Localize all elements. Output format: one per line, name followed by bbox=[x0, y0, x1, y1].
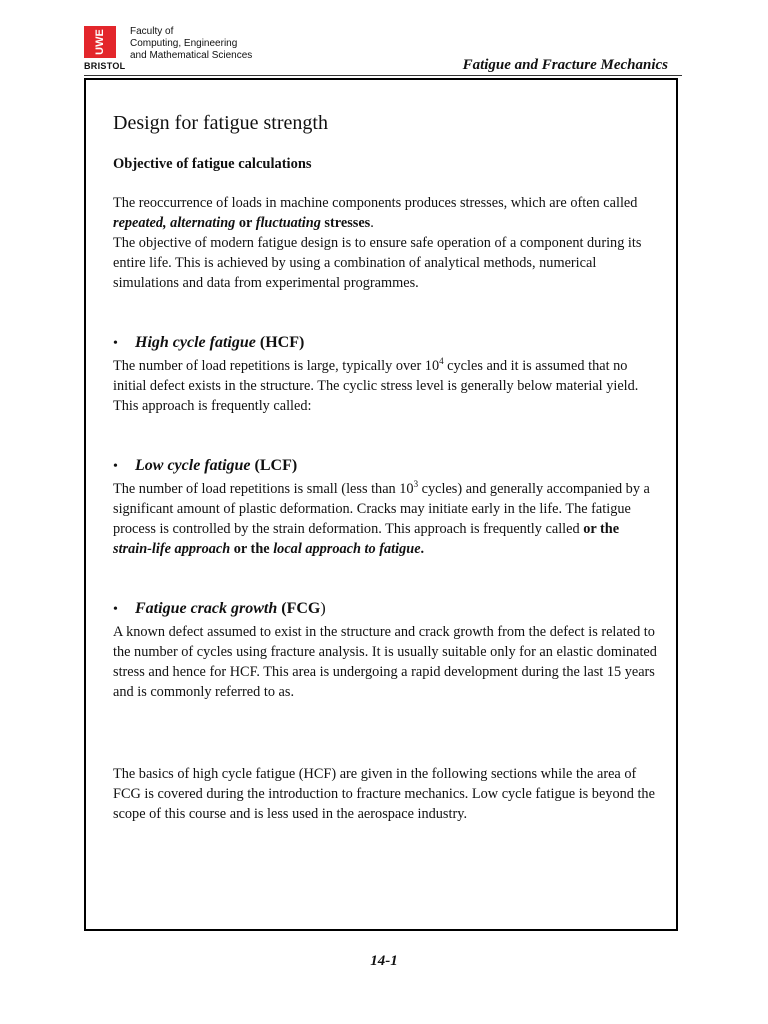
hcf-text: cycles and it is assumed that no initial defect exists in the structure. The cyclic stress level is generally below material yield. This approach is frequently called: bbox=[113, 358, 639, 414]
content-frame bbox=[84, 78, 678, 931]
summary-paragraph: The basics of high cycle fatigue (HCF) are given in the following sections while the area of FCG is covered during the introduction to fracture mechanics. Low cycle fatigue is beyond the scope of this course and is less used in the aerospace industry. bbox=[113, 766, 655, 822]
lcf-exponent: 3 bbox=[413, 479, 419, 490]
header-rule bbox=[84, 75, 682, 76]
bullet-icon: • bbox=[113, 602, 118, 617]
page-title: Design for fatigue strength bbox=[113, 112, 328, 134]
hcf-title: High cycle fatigue bbox=[135, 334, 256, 351]
logo-city-text: BRISTOL bbox=[84, 61, 126, 71]
section-heading: Objective of fatigue calculations bbox=[113, 156, 312, 172]
intro-or: or bbox=[235, 215, 256, 231]
faculty-name bbox=[130, 26, 252, 62]
term-local-approach: local approach to fatigue bbox=[273, 541, 421, 557]
course-title: Fatigue and Fracture Mechanics bbox=[462, 57, 668, 73]
fcg-heading bbox=[113, 597, 661, 622]
lcf-or-the: or the bbox=[583, 521, 620, 537]
lcf-title: Low cycle fatigue bbox=[135, 457, 251, 474]
term-repeated: repeated, alternating bbox=[113, 215, 236, 231]
bullet-icon: • bbox=[113, 336, 118, 351]
page-number: 14-1 bbox=[370, 953, 398, 969]
intro-text: The reoccurrence of loads in machine components produces stresses, which are often called bbox=[113, 195, 638, 211]
intro-period: . bbox=[370, 215, 374, 231]
lcf-text: The number of load repetitions is small (less than 10 bbox=[113, 481, 414, 497]
hcf-heading bbox=[113, 331, 661, 356]
term-fluctuating: fluctuating bbox=[255, 215, 321, 231]
lcf-heading bbox=[113, 454, 661, 479]
hcf-text: The number of load repetitions is large, typically over 10 bbox=[113, 358, 440, 374]
term-stresses: stresses bbox=[320, 215, 371, 231]
lcf-or-the: or the bbox=[230, 541, 274, 557]
fcg-abbr-close: ) bbox=[320, 600, 326, 617]
bullet-icon: • bbox=[113, 459, 118, 474]
hcf-abbr: (HCF) bbox=[255, 334, 305, 351]
lcf-text: cycles) and generally accompanied by a significant amount of plastic deformation. Cracks may initiate early in the life. The fatigue process is controlled by the strain deformation. This approach is frequently called bbox=[113, 481, 650, 537]
hcf-exponent: 4 bbox=[439, 356, 444, 367]
document-body bbox=[113, 110, 661, 824]
university-logo bbox=[84, 26, 252, 72]
objective-paragraph: The objective of modern fatigue design is to ensure safe operation of a component during its entire life. This is achieved by using a combination of analytical methods, numerical simulations and data from experimental programmes. bbox=[113, 235, 642, 291]
lcf-end: . bbox=[420, 541, 425, 557]
faculty-line: Faculty of bbox=[130, 26, 174, 37]
fcg-abbr: (FCG bbox=[277, 600, 321, 617]
faculty-line: and Mathematical Sciences bbox=[130, 50, 253, 61]
term-strain-life: strain-life approach bbox=[113, 541, 231, 557]
lcf-abbr: (LCF) bbox=[250, 457, 298, 474]
logo-uwe-text: UWE bbox=[94, 29, 106, 55]
fcg-paragraph: A known defect assumed to exist in the structure and crack growth from the defect is related to the number of cycles using fracture analysis. It is usually suitable only for an elastic dominated stress and hence for HCF. This area is undergoing a rapid development during the last 15 years and is commonly referred to as. bbox=[113, 624, 657, 700]
uwe-logo-mark bbox=[84, 26, 126, 72]
hcf-paragraph bbox=[113, 356, 661, 416]
lcf-paragraph bbox=[113, 479, 661, 559]
intro-paragraph bbox=[113, 193, 661, 233]
fcg-title: Fatigue crack growth bbox=[135, 600, 278, 617]
faculty-line: Computing, Engineering bbox=[130, 38, 238, 49]
